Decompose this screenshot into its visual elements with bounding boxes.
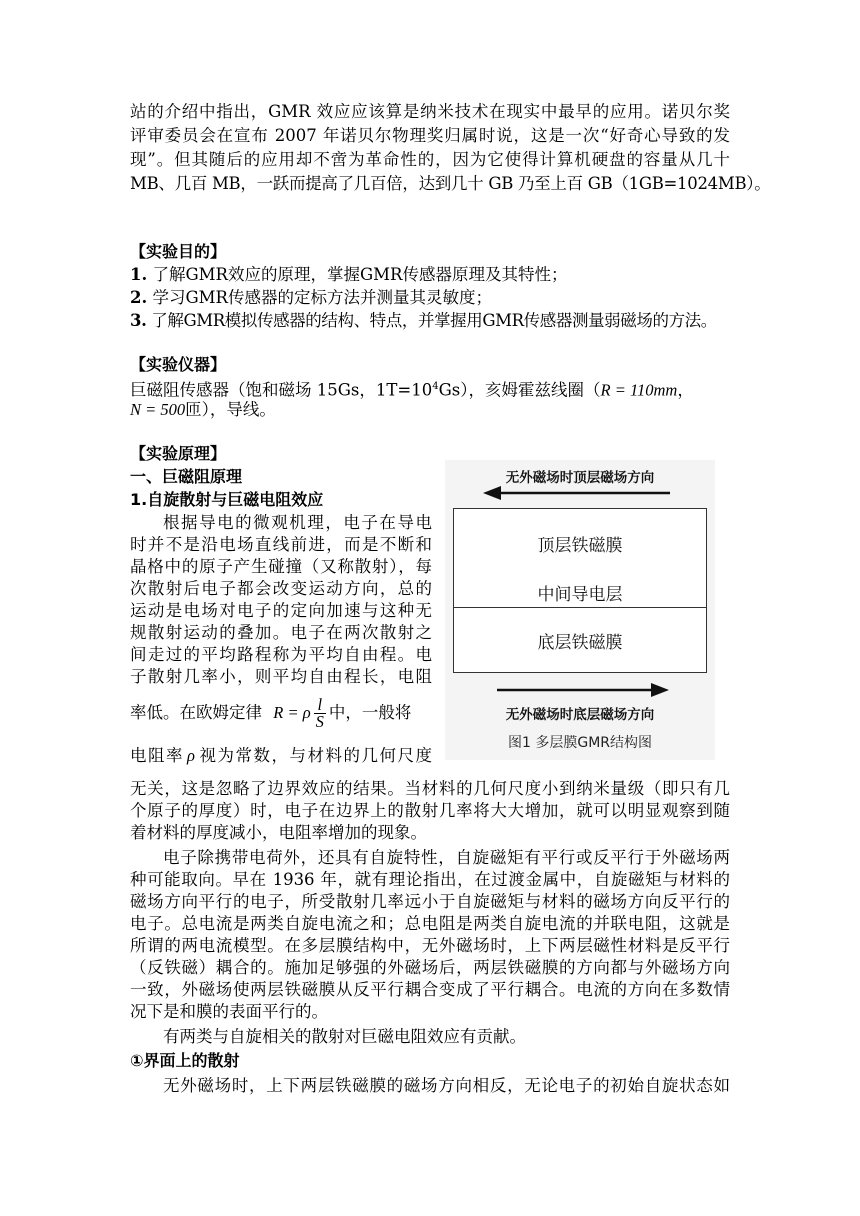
figure-gmr-structure [445,460,715,760]
coil-turns-formula: N = 500 [130,400,186,419]
instruments-text: ， [677,380,694,400]
para2-line: 磁场方向平行的电子，所受散射几率远小于自旋磁矩与材料的磁场方向反平行的 [130,892,730,911]
purpose-item-3 [130,310,730,332]
instruments-line-2 [130,399,730,421]
intro-line-4: MB、几百 MB，一跃而提高了几百倍，达到几十 GB 乃至上百 GB（1GB=1024MB）。 [130,174,771,193]
resistivity-line [130,745,432,767]
ohm-text: 率低。在欧姆定律 [130,703,262,722]
para1-line: 次散射后电子都会改变运动方向，总的 [130,579,432,598]
intro-line-3: 现”。但其随后的应用却不啻为革命性的，因为它使得计算机硬盘的容量从几十 [130,150,730,169]
instruments-text: 巨磁阻传感器（饱和磁场 15Gs，1T=10 [130,380,433,400]
ohm-fraction [314,697,326,730]
instruments-text: Gs），亥姆霍兹线圈（ [438,380,601,400]
bottom-ferromagnetic-layer: 底层铁磁膜 [453,608,707,673]
section-title-giant-magnetoresistance: 一、巨磁阻原理 [130,467,243,486]
para1-line: 运动是电场对电子的定向加速与这种无 [130,601,432,620]
para1-rest-line: 着材料的厚度减小，电阻率增加的现象。 [130,823,427,842]
subsection-title-spin-scattering: 1.自旋散射与巨磁电阻效应 [130,490,324,509]
para2-line: 况下是和膜的表面平行的。 [130,1002,328,1021]
ohm-law-line [130,697,432,737]
purpose-item-2 [130,287,730,309]
purpose-item-text: 学习GMR传感器的定标方法并测量其灵敏度； [147,288,492,307]
para2-line: 电子。总电流是两类自旋电流之和；总电阻是两类自旋电流的并联电阻，这就是 [130,914,730,933]
para1-rest-line: 无关，这是忽略了边界效应的结果。当材料的几何尺度小到纳米量级（即只有几 [130,779,730,798]
para1-line: 规散射运动的叠加。电子在两次散射之 [130,623,432,642]
para3-line: 有两类与自旋相关的散射对巨磁电阻效应有贡献。 [163,1027,526,1046]
top-ferromagnetic-layer: 顶层铁磁膜 [453,508,707,578]
para1-line: 根据导电的微观机理，电子在导电 [163,513,432,532]
para1-line: 间走过的平均路程称为平均自由程。电 [130,645,432,664]
para1-line: 子散射几率小，则平均自由程长，电阻 [130,667,432,686]
purpose-item-1 [130,264,730,286]
fraction-denominator: S [315,712,324,731]
rho-symbol: ρ [187,746,195,765]
para4-line: 无外磁场时，上下两层铁磁膜的磁场方向相反，无论电子的初始自旋状态如 [163,1076,730,1095]
para2-line: （反铁磁）耦合的。施加足够强的外磁场后，两层铁磁膜的方向都与外磁场方向 [130,958,730,977]
middle-conductive-layer: 中间导电层 [453,577,707,608]
ohm-formula-lhs: R = ρ [273,703,311,722]
purpose-item-number: 1. [130,265,148,284]
para2-line: 电子除携带电荷外，还具有自旋特性，自旋磁矩有平行或反平行于外磁场两 [163,848,730,867]
instruments-heading: 【实验仪器】 [130,355,227,374]
para1-line: 时并不是沿电场直线前进，而是不断和 [130,535,432,554]
purpose-item-number: 3. [130,311,147,330]
para1-rest-line: 个原子的厚度）时，电子在边界上的散射几率将大大增加，就可以明显观察到随 [130,801,730,820]
purpose-item-text: 了解GMR模拟传感器的结构、特点，并掌握用GMR传感器测量弱磁场的方法。 [146,311,717,330]
ohm-text: 中，一般将 [328,703,412,722]
right-arrow-icon [497,683,669,697]
intro-line-2: 评审委员会在宣布 2007 年诺贝尔物理奖归属时说，这是一次“好奇心导致的发 [130,126,730,145]
purpose-item-text: 了解GMR效应的原理，掌握GMR传感器原理及其特性； [147,265,568,284]
instruments-line-1 [130,376,730,402]
para1-line: 晶格中的原子产生碰撞（又称散射），每 [130,557,432,576]
intro-line-1: 站的介绍中指出，GMR 效应应该算是纳米技术在现实中最早的应用。诺贝尔奖 [130,102,730,121]
fraction-numerator: l [314,697,326,714]
para2-line: 一致，外磁场使两层铁磁膜从反平行耦合变成了平行耦合。电流的方向在多数情 [130,980,730,999]
resistivity-text: 视为常数，与材料的几何尺度 [197,746,433,765]
bottom-arrow-label: 无外磁场时底层磁场方向 [505,707,655,723]
principle-heading: 【实验原理】 [130,444,227,463]
instruments-text: 匝），导线。 [185,400,276,419]
left-arrow-icon [483,486,670,500]
figure-caption: 图1 多层膜GMR结构图 [507,735,652,751]
para2-line: 种可能取向。早在 1936 年，就有理论指出，在过渡金属中，自旋磁矩与材料的 [130,870,730,889]
purpose-heading: 【实验目的】 [130,242,227,261]
coil-radius-formula: R = 110mm [600,380,678,400]
top-arrow-label: 无外磁场时顶层磁场方向 [505,470,655,486]
resistivity-text: 电阻率 [130,746,185,765]
purpose-item-number: 2. [130,288,148,307]
para2-line: 所谓的两电流模型。在多层膜结构中，无外磁场时，上下两层磁性材料是反平行 [130,936,730,955]
subsection-title-interface-scattering: ①界面上的散射 [130,1051,240,1070]
exponent: 4 [432,381,439,392]
